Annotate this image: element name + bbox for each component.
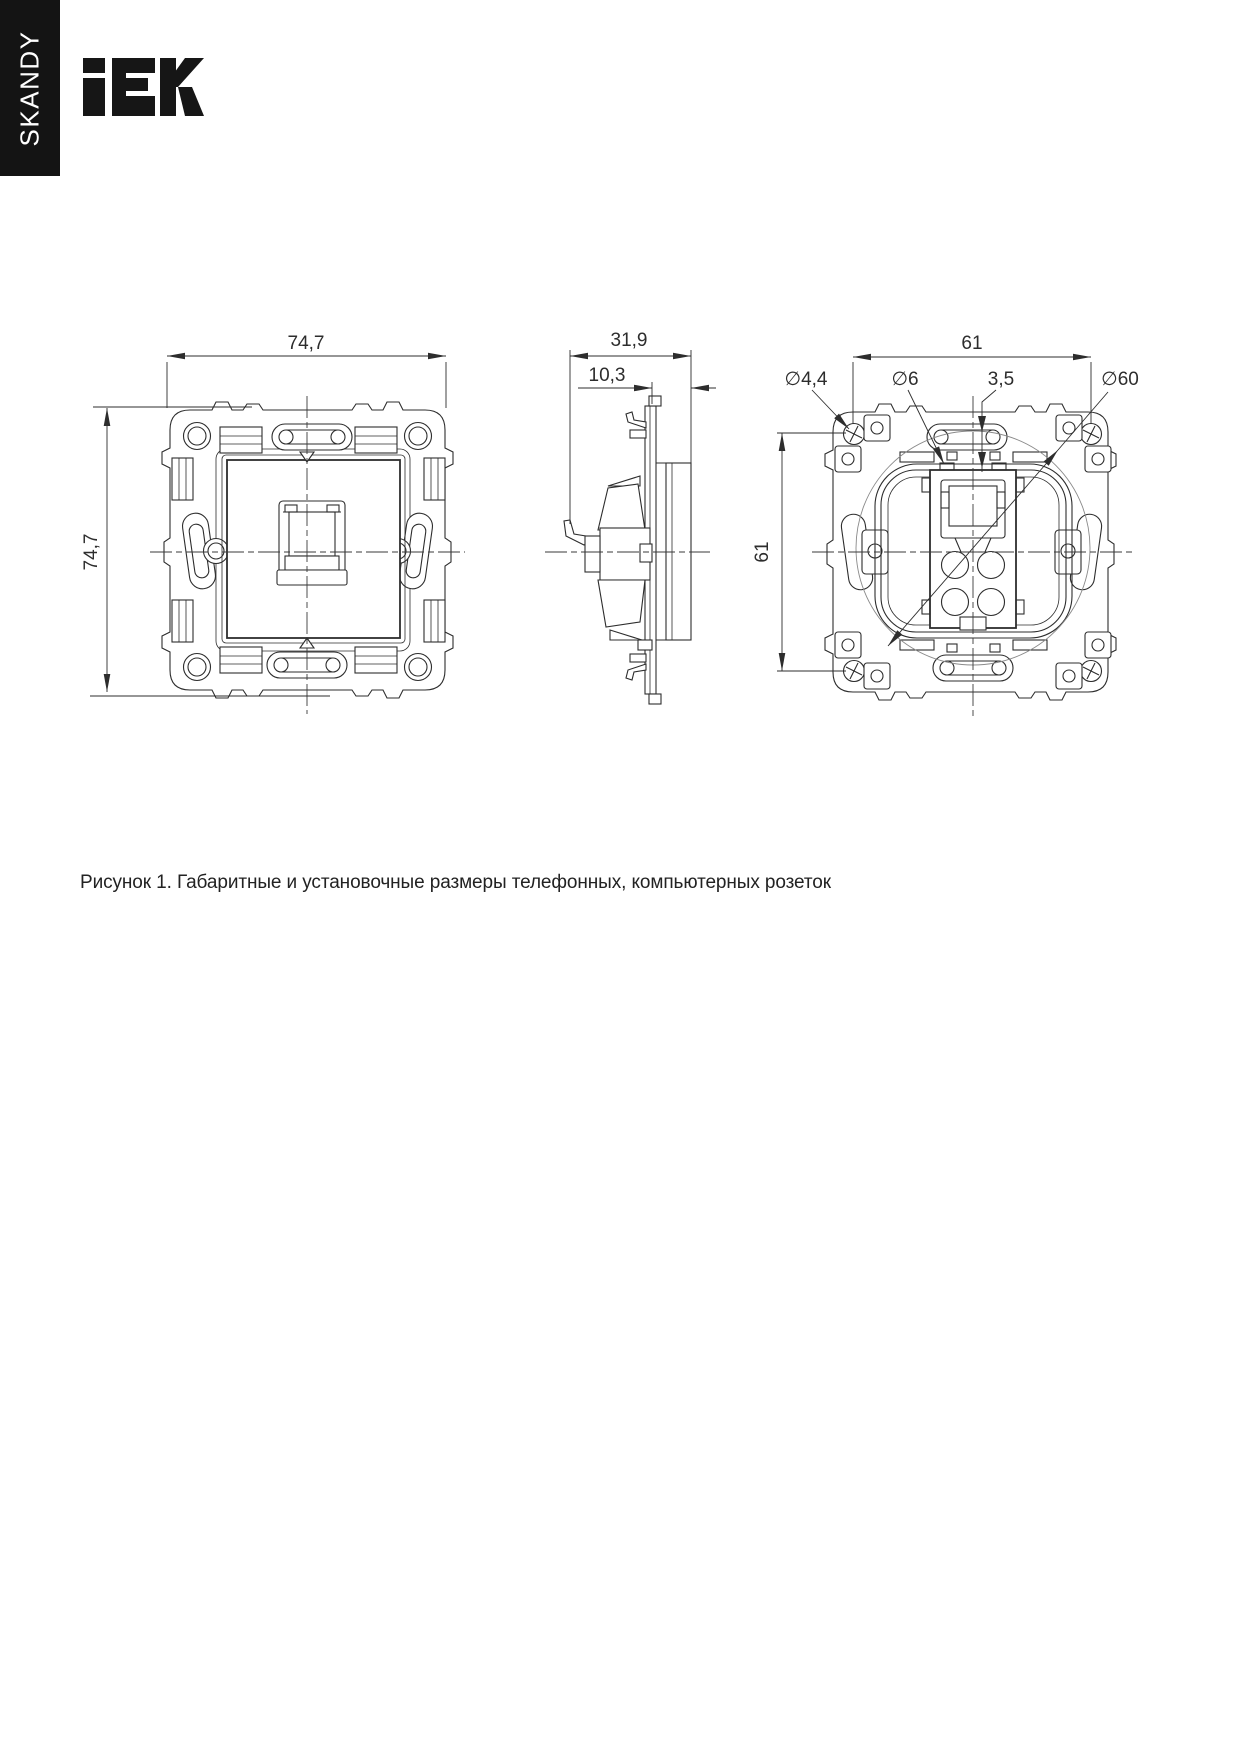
front-dim-width [167,333,446,408]
dim-label-mount-circle: ∅60 [1101,369,1139,390]
dim-label-front-height: 74,7 [81,533,102,571]
dim-label-hole-screw: ∅4,4 [784,369,828,390]
dim-label-side-depth: 31,9 [610,330,648,351]
dim-label-back-height: 61 [752,541,773,563]
figure-caption: Рисунок 1. Габаритные и установочные размеры телефонных, компьютерных розеток [80,872,831,893]
series-name-vertical: SKANDY [14,30,45,146]
figure-drawing [60,285,1190,730]
front-rj45-jack [277,501,347,585]
dim-label-back-width: 61 [961,333,983,354]
dim-label-gap: 3,5 [987,369,1015,390]
iek-logo-glyphs [83,58,204,116]
dim-label-front-width: 74,7 [287,333,325,354]
back-view-drawing [752,333,1139,716]
front-view-drawing [81,333,465,714]
side-dim-front-depth [578,365,716,404]
iek-logo [82,56,204,118]
dim-label-hole: ∅6 [891,369,919,390]
series-side-bar [0,0,60,176]
dim-label-side-front-depth: 10,3 [588,365,626,386]
side-view-drawing [545,330,716,704]
